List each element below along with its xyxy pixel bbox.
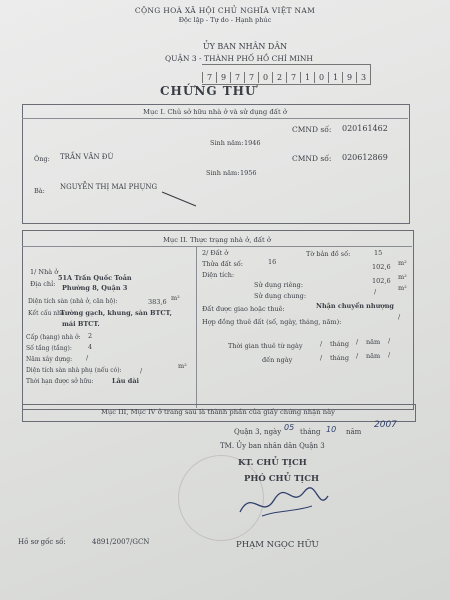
owner1-label: Ông:	[34, 155, 50, 163]
record-number-label: Hồ sơ gốc số:	[18, 538, 66, 546]
common-use: /	[374, 288, 377, 296]
grade-label: Cấp (hạng) nhà ở:	[26, 334, 81, 341]
divider	[22, 246, 412, 247]
serial-number-boxes	[202, 64, 371, 85]
strike-mark	[160, 190, 200, 210]
serial-digit: 1	[328, 72, 342, 83]
divider	[22, 118, 408, 119]
lease-from-year-label: năm	[366, 338, 381, 346]
lease-contract-label: Hợp đồng thuê đất (số, ngày, tháng, năm):	[202, 318, 342, 326]
shared-area-unit: m²	[178, 362, 187, 370]
section-2-title: Mục II. Thực trạng nhà ở, đất ở	[162, 236, 272, 244]
sign-month-label: tháng	[300, 428, 321, 436]
built-label: Năm xây dựng:	[26, 356, 73, 363]
lease-to-year-label: năm	[366, 352, 381, 360]
ownership-term-label: Thời hạn được sở hữu:	[26, 378, 94, 385]
sign-month: 10	[326, 425, 337, 434]
owner2-label: Bà:	[34, 187, 45, 195]
plot-number: 16	[268, 258, 277, 266]
house-heading: 1/ Nhà ở	[30, 268, 59, 276]
lease-from-label: Thời gian thuê từ ngày	[228, 342, 303, 350]
sign-year: 2007	[374, 420, 397, 430]
handwritten-signature	[232, 482, 332, 522]
structure-line1: Tường gạch, khung, sàn BTCT,	[60, 309, 172, 317]
floor-area-unit: m²	[171, 294, 180, 302]
floors-label: Số tầng (tầng):	[26, 345, 72, 352]
plot-label: Thửa đất số:	[202, 260, 243, 268]
committee-signature-org: TM. Ủy ban nhân dân Quận 3	[220, 442, 325, 450]
serial-digit: 7	[286, 72, 300, 83]
grade: 2	[88, 332, 93, 340]
signer-name: PHẠM NGỌC HỮU	[236, 540, 319, 550]
private-use-label: Sử dụng riêng:	[254, 281, 304, 289]
sign-day: 05	[284, 423, 295, 432]
owner1-birth: 1946	[244, 139, 261, 147]
shared-area-label: Diện tích sàn nhà phụ (nếu có):	[26, 367, 122, 374]
land-origin: Nhận chuyển nhượng	[316, 302, 394, 310]
ownership-term: Lâu dài	[112, 377, 139, 385]
owner2-id: 020612869	[342, 153, 388, 162]
owner1-id: 020161462	[342, 124, 388, 133]
lease-to-day: /	[320, 354, 323, 362]
committee-title: ỦY BAN NHÂN DÂN	[202, 42, 288, 51]
sheet-number: 15	[374, 249, 383, 257]
private-use-unit: m²	[398, 273, 407, 281]
private-use: 102,6	[372, 277, 391, 285]
serial-digit: 2	[272, 72, 286, 83]
column-divider	[196, 246, 197, 408]
owner2-name: NGUYỄN THỊ MAI PHỤNG	[60, 183, 158, 191]
serial-digit: 0	[258, 72, 272, 83]
owner1-id-label: CMND số:	[292, 125, 332, 134]
owner2-birth: 1956	[240, 169, 257, 177]
address-label: Địa chỉ:	[30, 280, 56, 288]
serial-digit: 7	[244, 72, 258, 83]
land-origin-label: Đất được giao hoặc thuê:	[202, 305, 285, 313]
sheet-label: Tờ bản đồ số:	[306, 250, 351, 258]
motto: Độc lập - Tự do - Hạnh phúc	[178, 16, 272, 24]
kt-title: KT. CHỦ TỊCH	[238, 458, 307, 468]
common-use-unit: m²	[398, 284, 407, 292]
floor-area: 383,6	[148, 298, 167, 306]
lease-to-month: /	[356, 352, 359, 360]
lease-to-label: đến ngày	[262, 356, 293, 364]
serial-digit: 3	[356, 72, 370, 83]
land-area-unit: m²	[398, 259, 407, 267]
lease-contract: /	[398, 313, 401, 321]
address-line2: Phường 8, Quận 3	[62, 284, 128, 292]
section-1-title: Mục I. Chủ sở hữu nhà ở và sử dụng đất ở	[143, 108, 287, 116]
common-use-label: Sử dụng chung:	[254, 292, 307, 300]
city-title: QUẬN 3 - THÀNH PHỐ HỒ CHÍ MINH	[165, 54, 313, 63]
serial-digit: 9	[342, 72, 356, 83]
lease-to-year: /	[388, 351, 391, 359]
owner1-name: TRẦN VĂN ĐÙ	[60, 153, 114, 161]
owner2-id-label: CMND số:	[292, 154, 332, 163]
nation-title: CỘNG HOÀ XÃ HỘI CHỦ NGHĨA VIỆT NAM	[134, 6, 316, 15]
owner1-birth-label: Sinh năm:	[210, 139, 244, 147]
owner2-birth-label: Sinh năm:	[206, 169, 240, 177]
vice-chairman-title: PHÓ CHỦ TỊCH	[244, 474, 320, 484]
built-year: /	[86, 354, 89, 362]
section-1-box	[22, 104, 410, 224]
shared-area: /	[140, 367, 143, 375]
structure-label: Kết cấu nhà:	[28, 310, 67, 317]
lease-from-month-label: tháng	[330, 340, 350, 348]
lease-from-day: /	[320, 340, 323, 348]
lease-from-month: /	[356, 338, 359, 346]
floors: 4	[88, 343, 93, 351]
serial-digit: 9	[216, 72, 230, 83]
serial-digit: 0	[314, 72, 328, 83]
lease-from-year: /	[388, 337, 391, 345]
floor-area-label: Diện tích sàn (nhà ở, căn hộ):	[28, 298, 118, 305]
land-area-label: Diện tích:	[202, 271, 235, 279]
sign-year-label: năm	[346, 428, 362, 436]
address-line1: 51A Trần Quốc Toản	[58, 274, 132, 282]
record-number: 4891/2007/GCN	[92, 538, 150, 546]
land-heading: 2/ Đất ở	[202, 249, 229, 257]
lease-to-month-label: tháng	[330, 354, 350, 362]
document-title: CHỨNG THƯ	[160, 84, 257, 98]
land-area: 102,6	[372, 263, 391, 271]
serial-digit: 1	[300, 72, 314, 83]
structure-line2: mái BTCT.	[62, 320, 100, 328]
serial-digit: 7	[202, 72, 216, 83]
serial-digit: 7	[230, 72, 244, 83]
section-3-note: Mục III, Mục IV ở trang sau là thành phần của giấy chứng nhận này	[100, 408, 336, 416]
place-date-label: Quận 3, ngày	[234, 428, 282, 436]
